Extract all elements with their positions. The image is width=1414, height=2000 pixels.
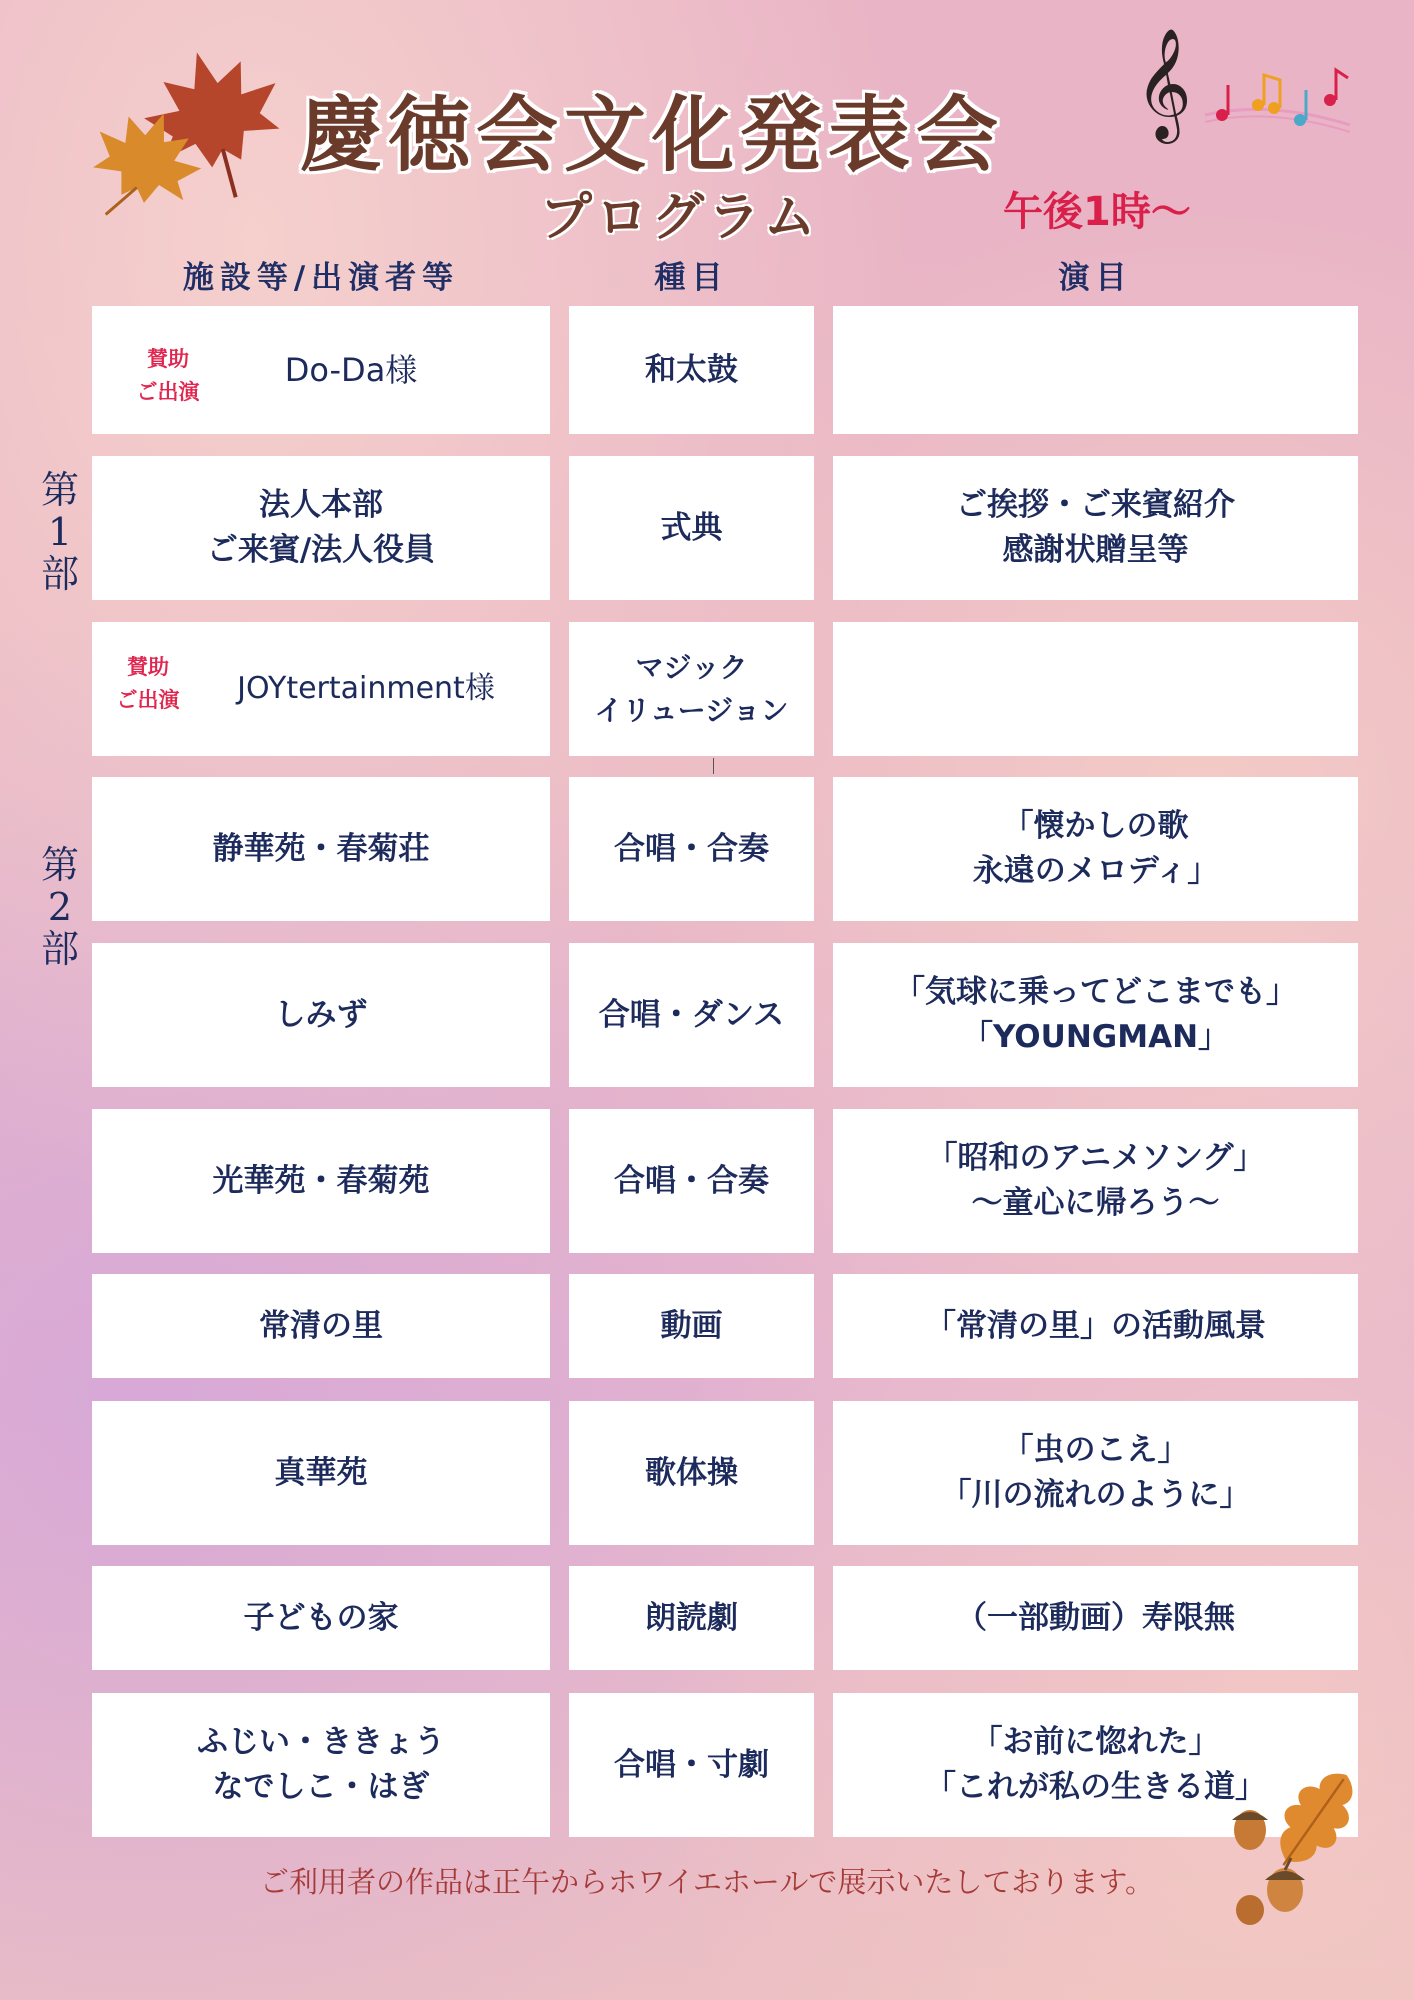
- performer-name: 静華苑・春菊荘: [212, 830, 430, 867]
- performer-name: 法人本部 ご来賓/法人役員: [206, 487, 436, 568]
- performance-type: 合唱・合奏: [614, 830, 769, 867]
- program-cell: [833, 1401, 1358, 1545]
- column-header-program: 演目: [1058, 260, 1133, 296]
- performer-cell: [92, 1274, 550, 1378]
- program-cell: [833, 306, 1358, 434]
- program-title: ご挨拶・ご来賓紹介 感謝状贈呈等: [956, 487, 1235, 568]
- performer-cell: [92, 1693, 550, 1837]
- type-cell: [569, 622, 814, 756]
- sponsor-badge: 賛助 ご出演: [116, 655, 180, 712]
- performer-cell: [92, 1401, 550, 1545]
- performance-type: 合唱・寸劇: [614, 1746, 769, 1783]
- performer-name: 常清の里: [259, 1307, 383, 1344]
- music-notes-icon: [1200, 60, 1360, 160]
- program-cell: [833, 456, 1358, 600]
- page-title: 慶徳会文化発表会: [300, 88, 1005, 183]
- performance-type: 合唱・合奏: [614, 1162, 769, 1199]
- section-label-part2: 第 2 部: [40, 843, 79, 971]
- program-cell: [833, 1109, 1358, 1253]
- type-cell: [569, 943, 814, 1087]
- performer-cell: [92, 943, 550, 1087]
- performer-name: しみず: [274, 996, 368, 1033]
- program-cell: [833, 622, 1358, 756]
- performer-cell: [92, 777, 550, 921]
- performer-name: ふじい・ききょう なでしこ・はぎ: [197, 1724, 445, 1805]
- type-cell: [569, 1693, 814, 1837]
- divider: [713, 758, 714, 774]
- program-cell: [833, 943, 1358, 1087]
- program-cell: [833, 1566, 1358, 1670]
- type-cell: [569, 1109, 814, 1253]
- program-title: 「常清の里」の活動風景: [925, 1307, 1266, 1344]
- type-cell: [569, 1274, 814, 1378]
- maple-leaf-icon: [70, 40, 310, 230]
- page-subtitle: プログラム: [540, 188, 820, 248]
- program-title: 「お前に惚れた」 「これが私の生きる道」: [925, 1724, 1266, 1805]
- performer-name: JOYtertainment様: [237, 671, 495, 707]
- program-cell: [833, 777, 1358, 921]
- type-cell: [569, 1401, 814, 1545]
- start-time: 午後1時〜: [1003, 189, 1191, 235]
- type-cell: [569, 306, 814, 434]
- performance-type: 動画: [660, 1307, 723, 1344]
- performer-name: 子どもの家: [243, 1599, 399, 1636]
- performer-name: 真華苑: [274, 1454, 368, 1491]
- column-header-performer: 施設等/出演者等: [182, 260, 460, 296]
- performer-cell: [92, 1566, 550, 1670]
- program-title: 「懐かしの歌 永遠のメロディ」: [972, 808, 1219, 889]
- column-header-type: 種目: [654, 260, 729, 296]
- performer-name: 光華苑・春菊苑: [212, 1162, 430, 1199]
- performance-type: 和太鼓: [645, 351, 738, 388]
- performer-cell: [92, 456, 550, 600]
- sponsor-badge: 賛助 ご出演: [136, 347, 200, 404]
- performance-type: 歌体操: [645, 1454, 738, 1491]
- performance-type: 朗読劇: [645, 1599, 738, 1636]
- treble-clef-icon: 𝄞: [1135, 27, 1192, 139]
- performer-cell: [92, 1109, 550, 1253]
- program-cell: [833, 1274, 1358, 1378]
- performance-type: 合唱・ダンス: [598, 996, 785, 1033]
- section-label-part1: 第 1 部: [40, 468, 79, 596]
- type-cell: [569, 777, 814, 921]
- footer-note: ご利用者の作品は正午からホワイエホールで展示いたしております。: [259, 1865, 1155, 1899]
- performance-type: 式典: [660, 509, 723, 546]
- performer-name: Do-Da様: [284, 350, 418, 389]
- program-title: 「虫のこえ」 「川の流れのように」: [940, 1432, 1251, 1513]
- type-cell: [569, 456, 814, 600]
- program-title: 「昭和のアニメソング」 〜童心に帰ろう〜: [926, 1140, 1265, 1221]
- type-cell: [569, 1566, 814, 1670]
- program-title: （一部動画）寿限無: [956, 1599, 1235, 1636]
- program-title: 「気球に乗ってどこまでも」 「YOUNGMAN」: [894, 974, 1297, 1055]
- performance-type: マジック イリュージョン: [594, 650, 789, 727]
